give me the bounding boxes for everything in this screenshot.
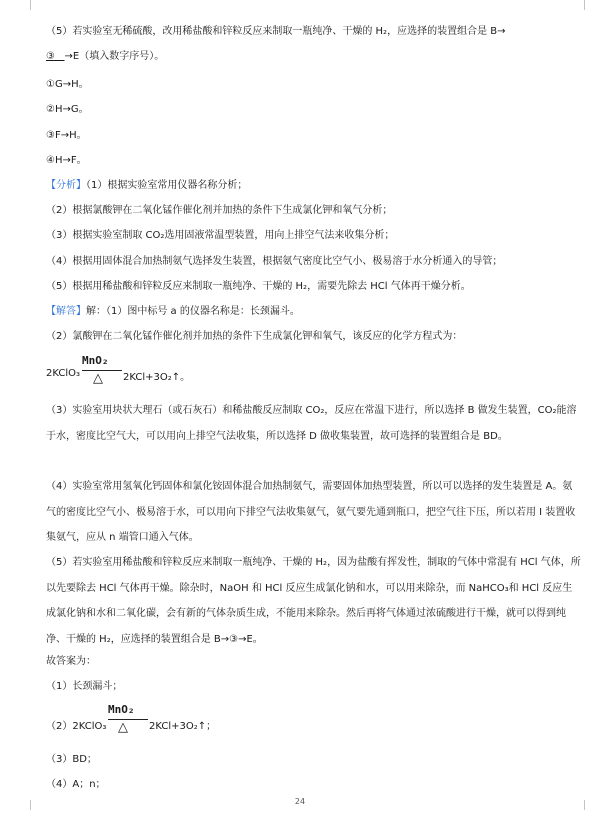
final-answer-1: （1）长颈漏斗； <box>46 681 123 692</box>
crop-mark-top-left <box>30 0 40 10</box>
answer-paragraph-4: （4）实验室常用氢氧化钙固体和氯化铵固体混合加热制氨气，需要固体加热型装置，所以可以选择的发生装置是 A。氨气的密度比空气小、极易溶于水，可以用向下排空气法收集氨气，氨气要先通到瓶口，把空气往下压，所以若用 I 装置收集氨气，应从 n 端管口通入气体。 <box>46 481 576 543</box>
analysis-tag: 【分析】 <box>46 180 86 191</box>
eq2-reactant: （2）2KClO₃ <box>46 721 107 732</box>
option-2: ②H→G。 <box>46 104 89 115</box>
option-3: ③F→H。 <box>46 130 87 141</box>
analysis-line-1: 【分析】（1）根据实验室常用仪器名称分析； <box>46 180 248 191</box>
eq2-heat-symbol: △ <box>118 720 128 735</box>
eq2-catalyst: MnO₂ <box>108 703 135 716</box>
crop-mark-top-right <box>584 0 594 10</box>
answer-tag: 【解答】 <box>46 306 86 317</box>
option-1: ①G→H。 <box>46 79 89 90</box>
question-5-answer-line <box>46 50 582 64</box>
answer-paragraph-3: （3）实验室用块状大理石（或石灰石）和稀盐酸反应制取 CO₂，反应在常温下进行，所以选择 B 做发生装置，CO₂能溶于水，密度比空气大，可以用向上排空气法收集，所以选择 D 做收集装置，故可选择的装置组合是 BD。 <box>46 405 577 442</box>
answer-blank: ③ <box>46 51 55 62</box>
eq2-arrow-bar <box>108 719 148 720</box>
eq2-product: 2KCl+3O₂↑； <box>149 721 217 732</box>
final-label: 故答案为： <box>46 656 96 667</box>
final-answer-4: （4）A；n； <box>46 779 106 790</box>
analysis-line-2: （2）根据氯酸钾在二氧化锰作催化剂并加热的条件下生成氯化钾和氧气分析； <box>46 205 393 216</box>
eq1-product: 2KCl+3O₂↑。 <box>123 372 191 383</box>
answer-blank-rest: →E（填入数字序号）。 <box>64 51 165 62</box>
eq1-catalyst: MnO₂ <box>82 354 109 367</box>
answer-line-1: 【解答】解：（1）图中标号 a 的仪器名称是：长颈漏斗。 <box>46 306 300 317</box>
option-4: ④H→F。 <box>46 155 87 166</box>
page-number: 24 <box>294 797 306 806</box>
answer-line-2: （2）氯酸钾在二氧化锰作催化剂并加热的条件下生成氯化钾和氧气，该反应的化学方程式为： <box>46 331 463 342</box>
analysis-line-3: （3）根据实验室制取 CO₂选用固液常温型装置，用向上排空气法来收集分析； <box>46 230 395 241</box>
answer-paragraph-5: （5）若实验室用稀盐酸和锌粒反应来制取一瓶纯净、干燥的 H₂，因为盐酸有挥发性，制取的气体中常混有 HCl 气体，所以先要除去 HCl 气体再干燥。除杂时，NaOH 和 HCl 反应生成氯化钠和水，可以用来除杂，而 NaHCO₃和 HCl 反应生成氯化钠和水和二氧化碳，会有新的气体杂质生成，不能用来除杂。然后再将气体通过浓硫酸进行干燥，就可以得到纯净、干燥的 H₂，应选择的装置组合是 B→③→E。 <box>46 557 581 645</box>
analysis-line-5: （5）根据用稀盐酸和锌粒反应来制取一瓶纯净、干燥的 H₂，需要先除去 HCl 气体再干燥分析。 <box>46 281 471 292</box>
eq1-heat-symbol: △ <box>93 371 103 386</box>
question-5-line <box>46 25 582 39</box>
final-answer-3: （3）BD； <box>46 754 97 765</box>
eq1-reactant: 2KClO₃ <box>46 368 81 379</box>
analysis-line-4: （4）根据用固体混合加热制氨气选择发生装置，根据氨气密度比空气小、极易溶于水分析通入的导管； <box>46 256 503 267</box>
question-5-text: （5）若实验室无稀硫酸，改用稀盐酸和锌粒反应来制取一瓶纯净、干燥的 H₂，应选择的装置组合是 B→ <box>46 26 506 37</box>
